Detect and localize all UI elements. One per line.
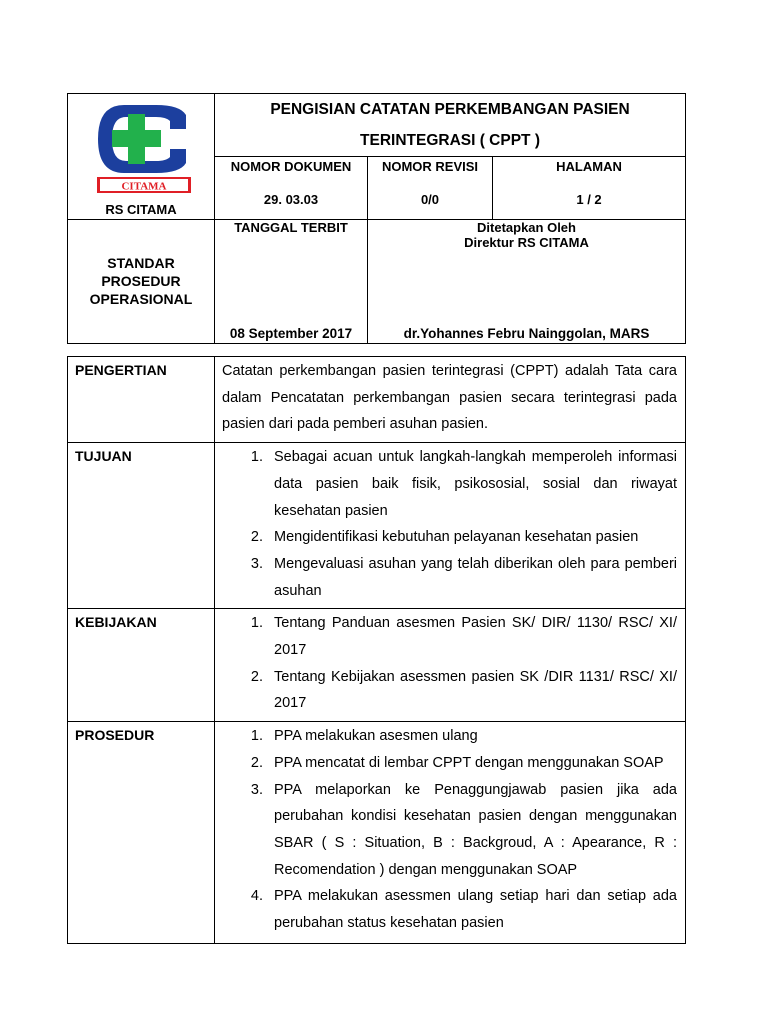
section-tujuan [68,443,686,609]
approval-cell [368,220,686,344]
approved-by-line-2: Direktur RS CITAMA [464,235,589,250]
list-item: 1. PPA melakukan asesmen ulang [267,723,677,750]
page-label: HALAMAN [556,159,622,174]
prosedur-list [222,723,677,937]
pengertian-text: Catatan perkembangan pasien terintegrasi (CPPT) adalah Tata cara dalam Pencatatan perkembangan pasien secara terintegrasi pada pasien dari pada pemberi asuhan pasien. [215,357,686,443]
hospital-name: RS CITAMA [105,202,177,217]
page-cell [493,157,686,220]
doc-number-value: 29. 03.03 [263,192,319,207]
logo-text: CITAMA [121,180,167,193]
title-cell [215,94,686,157]
section-prosedur [68,722,686,944]
issue-date-value: 08 September 2017 [229,326,353,341]
section-kebijakan [68,609,686,722]
list-item: 4. PPA melakukan asessmen ulang setiap hari dan setiap ada perubahan status kesehatan pasien [267,883,677,936]
section-label: PROSEDUR [68,722,215,944]
list-item: 2. PPA mencatat di lembar CPPT dengan menggunakan SOAP [267,750,677,777]
list-item: 1. Sebagai acuan untuk langkah-langkah memperoleh informasi data pasien baik fisik, psikososial, sosial dan riwayat kesehatan pasien [267,444,677,524]
list-item: 2. Tentang Kebijakan asessmen pasien SK /DIR 1131/ RSC/ XI/ 2017 [267,664,677,717]
doc-number-label: NOMOR DOKUMEN [230,159,352,174]
revision-cell [368,157,493,220]
approved-by [368,220,685,250]
title-line-2: TERINTEGRASI ( CPPT ) [360,132,540,149]
page-value: 1 / 2 [576,192,602,207]
issue-date-label: TANGGAL TERBIT [234,220,348,235]
approved-by-line-1: Ditetapkan Oleh [477,220,576,235]
list-item: 3. Mengevaluasi asuhan yang telah diberikan oleh para pemberi asuhan [267,551,677,604]
tujuan-list [222,444,677,604]
hospital-logo [94,103,194,195]
sop-line-2: PROSEDUR [101,273,181,289]
sop-label [68,254,214,308]
sop-cell [68,220,215,344]
sop-content [67,356,686,944]
document-title [215,94,685,156]
revision-value: 0/0 [420,192,440,207]
logo-cell [68,94,215,220]
list-item: 2. Mengidentifikasi kebutuhan pelayanan kesehatan pasien [267,524,677,551]
sop-line-3: OPERASIONAL [89,291,193,307]
section-label: KEBIJAKAN [68,609,215,722]
section-pengertian [68,357,686,443]
sop-line-1: STANDAR [107,255,175,271]
issue-date-cell [215,220,368,344]
section-label: TUJUAN [68,443,215,609]
list-item: 3. PPA melaporkan ke Penaggungjawab pasien jika ada perubahan kondisi kesehatan pasien dengan menggunakan SBAR ( S : Situation, B : Backgroud, A : Apearance, R : Recomendation ) dengan menggunakan SOAP [267,777,677,884]
list-item: 1. Tentang Panduan asesmen Pasien SK/ DIR/ 1130/ RSC/ XI/ 2017 [267,610,677,663]
section-label: PENGERTIAN [68,357,215,443]
document-header [67,93,686,344]
title-line-1: PENGISIAN CATATAN PERKEMBANGAN PASIEN [270,101,630,118]
signatory-name: dr.Yohannes Febru Nainggolan, MARS [403,326,650,341]
revision-label: NOMOR REVISI [381,159,479,174]
kebijakan-list [222,610,677,717]
doc-number-cell [215,157,368,220]
